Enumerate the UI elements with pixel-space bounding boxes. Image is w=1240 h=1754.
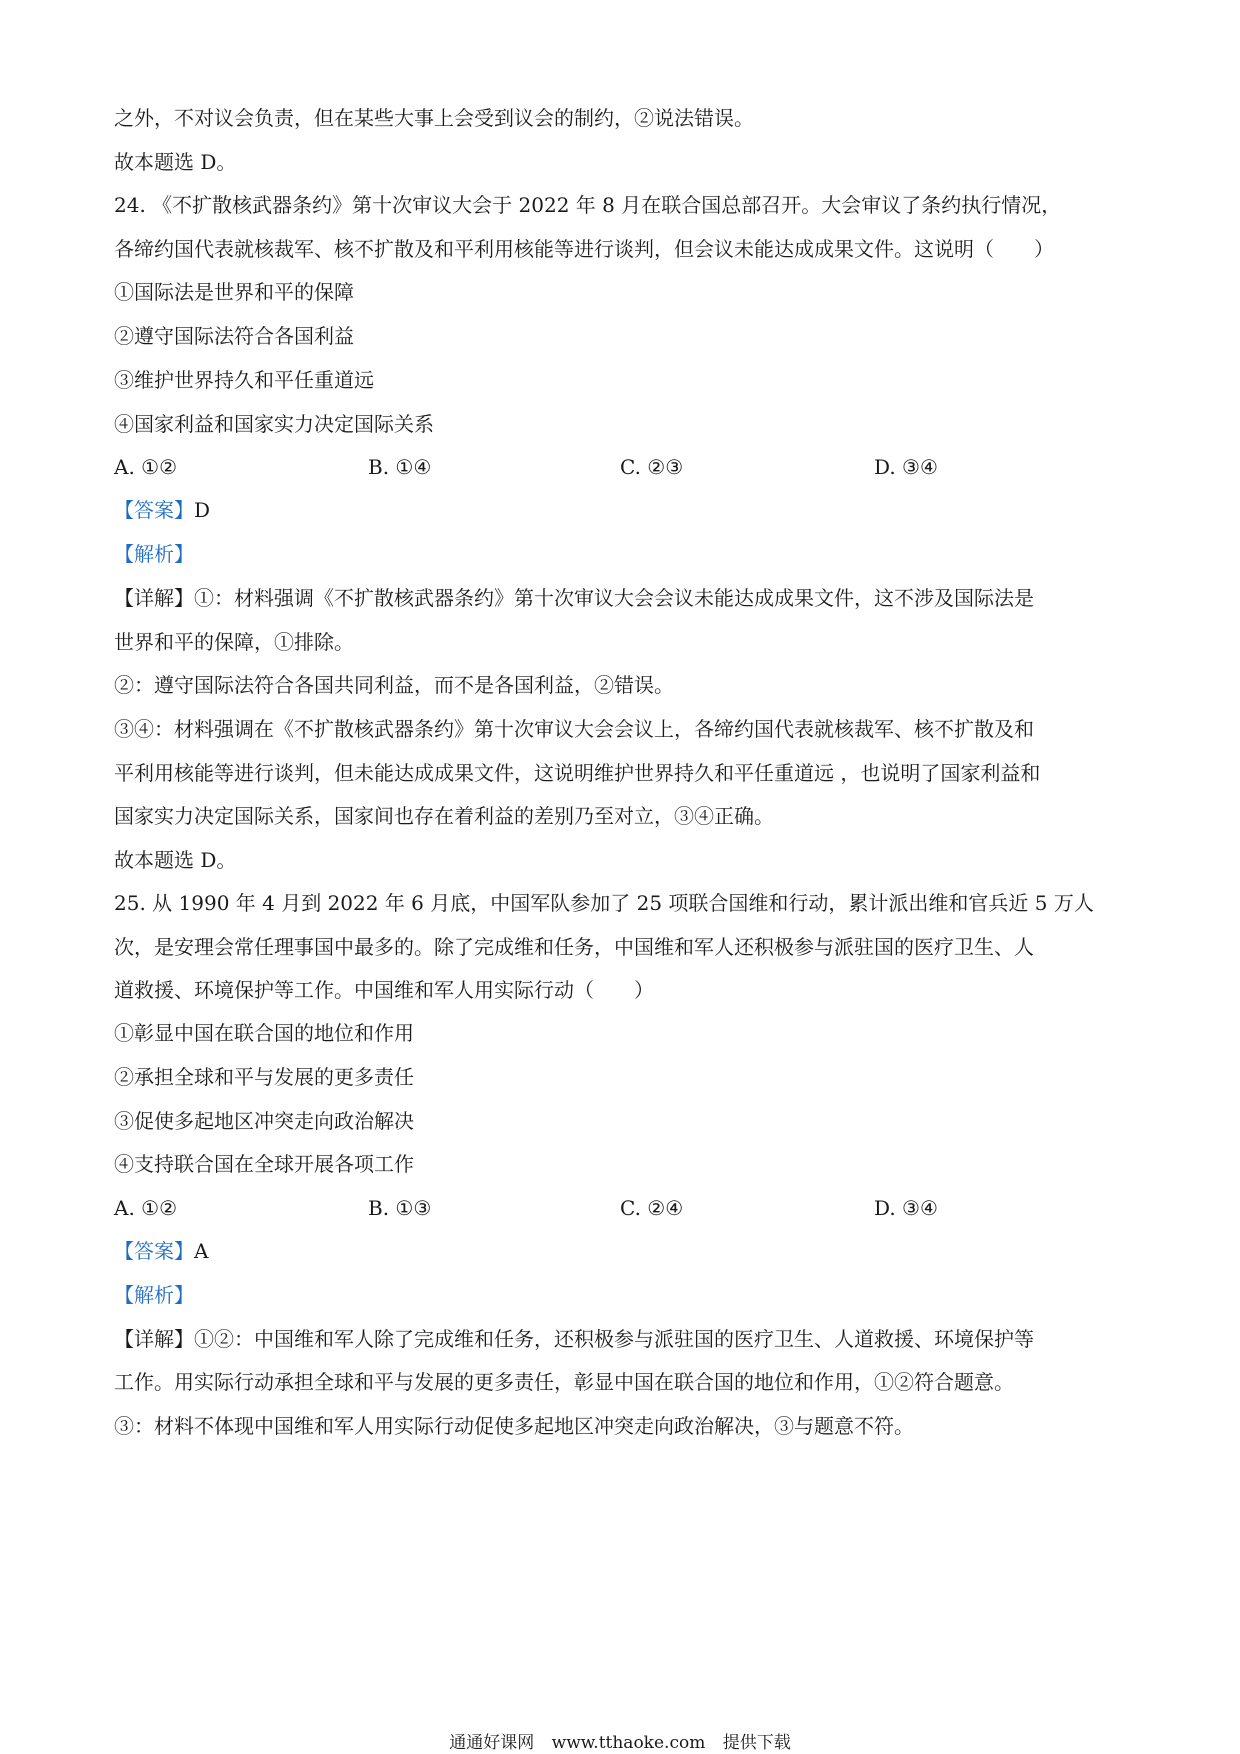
- q25-item-1: ①彰显中国在联合国的地位和作用: [114, 1021, 414, 1045]
- q25-analysis-label: 【解析】: [114, 1283, 194, 1307]
- q24-stem-line-2: 各缔约国代表就核裁军、核不扩散及和平利用核能等进行谈判，但会议未能达成成果文件。这说明（ ）: [114, 237, 1054, 261]
- q25-option-b: B. ①③: [368, 1196, 432, 1220]
- q25-detail-line-1: [114, 1325, 1034, 1353]
- answer-value: D: [194, 498, 211, 522]
- q25-detail-line-3: ③：材料不体现中国维和军人用实际行动促使多起地区冲突走向政治解决，③与题意不符。: [114, 1414, 914, 1438]
- footer-site-name: 通通好课网: [449, 1733, 535, 1753]
- answer-value: A: [194, 1239, 209, 1263]
- q24-option-d: D. ③④: [874, 455, 938, 479]
- q24-detail-line-4: ③④：材料强调在《不扩散核武器条约》第十次审议大会会议上，各缔约国代表就核裁军、核不扩散及和: [114, 717, 1034, 741]
- q24-option-c: C. ②③: [620, 455, 684, 479]
- q25-item-4: ④支持联合国在全球开展各项工作: [114, 1152, 414, 1176]
- q24-detail-line-7: 故本题选 D。: [114, 848, 237, 872]
- q25-option-a: A. ①②: [114, 1196, 178, 1220]
- answer-label: 【答案】: [114, 498, 194, 522]
- detail-label: 【详解】: [114, 1327, 194, 1351]
- q24-analysis-label: 【解析】: [114, 542, 194, 566]
- q24-item-4: ④国家利益和国家实力决定国际关系: [114, 412, 434, 436]
- continuation-conclusion: 故本题选 D。: [114, 150, 237, 174]
- q24-detail-line-2: 世界和平的保障，①排除。: [114, 630, 354, 654]
- q25-item-3: ③促使多起地区冲突走向政治解决: [114, 1109, 414, 1133]
- q24-stem-line-1: 24. 《不扩散核武器条约》第十次审议大会于 2022 年 8 月在联合国总部召开。大会审议了条约执行情况，: [114, 193, 1062, 217]
- q25-item-2: ②承担全球和平与发展的更多责任: [114, 1065, 414, 1089]
- q25-stem-line-3: 道救援、环境保护等工作。中国维和军人用实际行动（ ）: [114, 978, 654, 1002]
- footer-url[interactable]: www.tthaoke.com: [551, 1733, 706, 1753]
- footer-suffix: 提供下载: [722, 1733, 791, 1753]
- q24-detail-line-1: [114, 584, 1034, 612]
- q24-item-3: ③维护世界持久和平任重道远: [114, 368, 374, 392]
- q24-item-1: ①国际法是世界和平的保障: [114, 280, 354, 304]
- q25-answer: [114, 1237, 208, 1265]
- continuation-line: 之外，不对议会负责，但在某些大事上会受到议会的制约，②说法错误。: [114, 106, 754, 130]
- q24-option-a: A. ①②: [114, 455, 178, 479]
- q24-detail-line-5: 平利用核能等进行谈判，但未能达成成果文件，这说明维护世界持久和平任重道远 ，也说明了国家利益和: [114, 761, 1041, 785]
- answer-label: 【答案】: [114, 1239, 194, 1263]
- detail-text: ①②：中国维和军人除了完成维和任务，还积极参与派驻国的医疗卫生、人道救援、环境保护等: [194, 1327, 1034, 1351]
- q24-answer: [114, 496, 210, 524]
- detail-label: 【详解】: [114, 586, 194, 610]
- page-footer: [0, 1732, 1240, 1754]
- q25-option-d: D. ③④: [874, 1196, 938, 1220]
- q24-option-b: B. ①④: [368, 455, 432, 479]
- q24-detail-line-3: ②：遵守国际法符合各国共同利益，而不是各国利益，②错误。: [114, 673, 674, 697]
- q25-option-c: C. ②④: [620, 1196, 684, 1220]
- q24-detail-line-6: 国家实力决定国际关系，国家间也存在着利益的差别乃至对立，③④正确。: [114, 804, 774, 828]
- q24-item-2: ②遵守国际法符合各国利益: [114, 324, 354, 348]
- q25-stem-line-2: 次，是安理会常任理事国中最多的。除了完成维和任务，中国维和军人还积极参与派驻国的医疗卫生、人: [114, 935, 1034, 959]
- q25-stem-line-1: 25. 从 1990 年 4 月到 2022 年 6 月底，中国军队参加了 25 项联合国维和行动，累计派出维和官兵近 5 万人: [114, 891, 1094, 915]
- detail-text: ①：材料强调《不扩散核武器条约》第十次审议大会会议未能达成成果文件，这不涉及国际法是: [194, 586, 1034, 610]
- q25-detail-line-2: 工作。用实际行动承担全球和平与发展的更多责任，彰显中国在联合国的地位和作用，①②符合题意。: [114, 1370, 1014, 1394]
